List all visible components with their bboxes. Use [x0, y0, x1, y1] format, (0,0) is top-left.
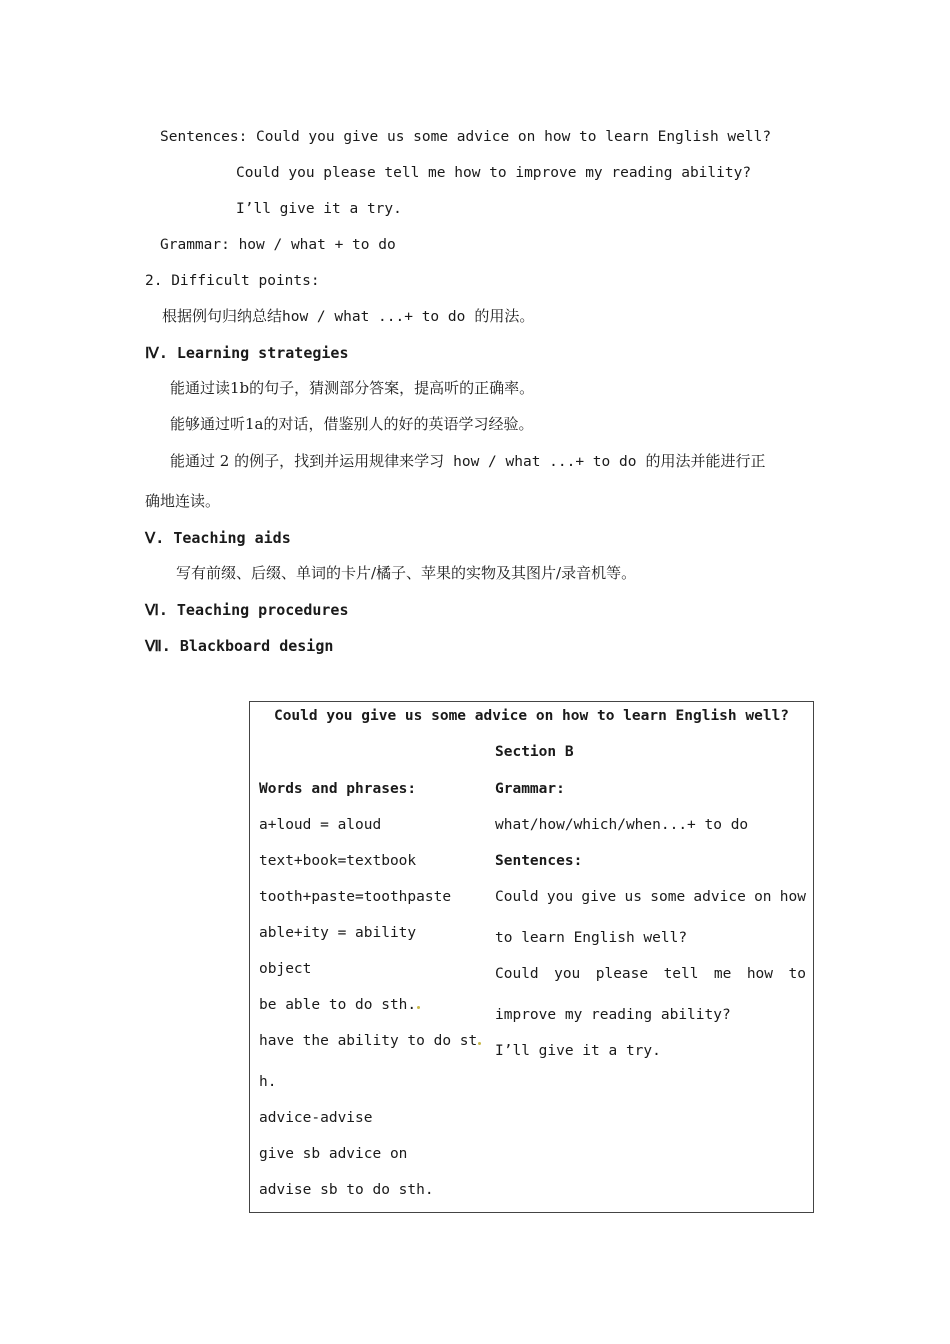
word-item: text+book=textbook: [259, 853, 417, 869]
word: advice: [693, 889, 746, 905]
word: on: [754, 889, 772, 905]
sentences-line-3: I’ll give it a try.: [236, 201, 402, 217]
word-item: give sb advice on: [259, 1146, 408, 1162]
teaching-aids-text: 写有前缀、后缀、单词的卡片/橘子、苹果的实物及其图片/录音机等。: [176, 564, 637, 582]
sentence-2-wrap: improve my reading ability?: [495, 1007, 731, 1023]
sentences-line-1: Sentences: Could you give us some advice on how to learn English well?: [160, 129, 772, 145]
difficult-points-cn: 根据例句归纳总结: [162, 307, 283, 325]
word: to: [788, 966, 806, 982]
word-item-wrapper: [259, 1031, 482, 1051]
word: some: [650, 889, 686, 905]
strategy-item-2: 能够通过听1a的对话，借鉴别人的好的英语学习经验。: [170, 415, 534, 433]
word: please: [595, 966, 649, 982]
sentence-3: I’ll give it a try.: [495, 1043, 661, 1059]
word: me: [713, 966, 732, 982]
word-item-wrapper: [259, 995, 421, 1015]
difficult-points-heading: 2. Difficult points:: [145, 273, 320, 289]
grammar-text: what/how/which/when...+ to do: [495, 817, 749, 833]
word-item: able+ity = ability: [259, 925, 417, 941]
word: you: [554, 966, 581, 982]
sentences-heading: Sentences:: [495, 853, 583, 869]
words-phrases-heading: Words and phrases:: [259, 781, 417, 797]
grammar-line: Grammar: how / what + to do: [160, 237, 396, 253]
strategy-item-3-cn: 能通过 2 的例子，找到并运用规律来学习: [170, 452, 445, 470]
word-item: have the ability to do st: [259, 1033, 478, 1049]
sentences-line-2: Could you please tell me how to improve my reading ability?: [236, 165, 752, 181]
sentence-2-justified: [495, 964, 806, 984]
word: us: [624, 889, 642, 905]
strategy-item-1: 能通过读1b的句子，猜测部分答案，提高听的正确率。: [170, 379, 535, 397]
word: Could: [495, 966, 539, 982]
difficult-points-en: how / what ...+ to do: [282, 309, 466, 325]
grammar-heading: Grammar:: [495, 781, 565, 797]
word-item: advise sb to do sth.: [259, 1182, 434, 1198]
section-6-heading: Ⅵ. Teaching procedures: [145, 601, 349, 619]
difficult-points-text: [162, 306, 534, 327]
blackboard-section: Section B: [495, 744, 574, 760]
dot-mark: [478, 1042, 481, 1045]
strategy-item-3-cn-end: 的用法并能进行正: [645, 452, 766, 470]
sentence-1-wrap: to learn English well?: [495, 930, 688, 946]
word-item: be able to do sth.: [259, 997, 417, 1013]
strategy-item-3-wrap: 确地连读。: [145, 492, 221, 510]
difficult-points-cn-end: 的用法。: [474, 307, 535, 325]
word-item: h.: [259, 1074, 277, 1090]
blackboard-design-box: [249, 701, 814, 1213]
word: Could: [495, 889, 539, 905]
word: give: [581, 889, 617, 905]
word: how: [746, 966, 774, 982]
blackboard-title: Could you give us some advice on how to learn English well?: [273, 708, 790, 724]
sentence-1-justified: [495, 887, 806, 907]
word-item: object: [259, 961, 312, 977]
word: how: [779, 889, 806, 905]
dot-mark: [417, 1006, 420, 1009]
section-5-heading: Ⅴ. Teaching aids: [145, 529, 291, 547]
word-item: tooth+paste=toothpaste: [259, 889, 452, 905]
word: tell: [663, 966, 699, 982]
word: you: [546, 889, 574, 905]
strategy-item-3-en: how / what ...+ to do: [453, 454, 637, 470]
word-item: advice-advise: [259, 1110, 373, 1126]
strategy-item-3: [170, 451, 766, 472]
section-7-heading: Ⅶ. Blackboard design: [145, 637, 334, 655]
word-item: a+loud = aloud: [259, 817, 382, 833]
section-4-heading: Ⅳ. Learning strategies: [145, 344, 349, 362]
